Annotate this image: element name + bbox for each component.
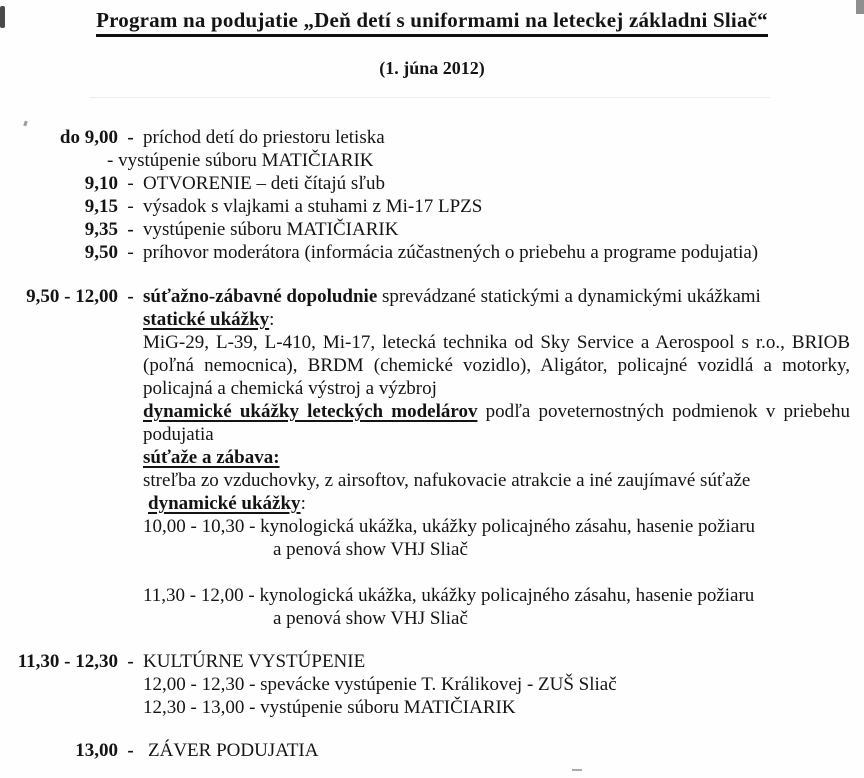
schedule-row bbox=[0, 172, 864, 195]
schedule-sub-item: - vystúpenie súboru MATIČIARIK bbox=[107, 150, 374, 171]
model-aircraft-line bbox=[143, 400, 850, 446]
dash-separator: - bbox=[127, 286, 134, 307]
closing-text: ZÁVER PODUJATIA bbox=[148, 740, 319, 761]
forenoon-lead bbox=[143, 285, 850, 308]
cultural-item: 12,00 - 12,30 - spevácke vystúpenie T. Králikovej - ZUŠ Sliač bbox=[143, 674, 617, 695]
schedule-block-forenoon bbox=[0, 285, 864, 630]
schedule-item-text: príhovor moderátora (informácia zúčastnených o priebehu a programe podujatia) bbox=[143, 242, 759, 263]
dash-separator: - bbox=[127, 651, 134, 672]
static-displays-colon: : bbox=[269, 309, 275, 330]
scan-artifact bbox=[572, 769, 582, 771]
model-aircraft-rest: podľa poveternostných podmienok v priebehu podujatia bbox=[143, 401, 850, 445]
schedule-block-closing bbox=[0, 739, 864, 762]
dash-separator: - bbox=[127, 740, 134, 761]
contests-text: streľba zo vzduchovky, z airsoftov, nafukovacie atrakcie a iné zaujímavé súťaže bbox=[143, 470, 751, 491]
event2-line1: 11,30 - 12,00 - kynologická ukážka, ukážky policajného zásahu, hasenie požiaru bbox=[143, 585, 755, 606]
time-label: 9,10 bbox=[84, 173, 118, 194]
schedule-item-text: OTVORENIE – deti čítajú sľub bbox=[143, 173, 386, 194]
schedule-row bbox=[0, 195, 864, 218]
forenoon-lead-rest: sprevádzané statickými a dynamickými ukážkami bbox=[377, 286, 761, 307]
schedule bbox=[0, 126, 864, 762]
time-label: 13,00 bbox=[75, 740, 118, 761]
schedule-row bbox=[0, 126, 864, 149]
time-label: 9,35 bbox=[84, 219, 118, 240]
time-label: 9,50 bbox=[84, 242, 118, 263]
event-date: (1. júna 2012) bbox=[379, 58, 485, 78]
schedule-block-cultural bbox=[0, 650, 864, 719]
document-title: Program na podujatie „Deň detí s uniformami na leteckej základni Sliač“ bbox=[96, 9, 768, 37]
time-label: do 9,00 bbox=[59, 127, 118, 148]
event1-line2: a penová show VHJ Sliač bbox=[273, 539, 468, 560]
time-label: 9,15 bbox=[84, 196, 118, 217]
static-displays-heading: statické ukážky bbox=[143, 309, 270, 330]
schedule-item-text: vystúpenie súboru MATIČIARIK bbox=[143, 219, 399, 240]
schedule-item-text: výsadok s vlajkami a stuhami z Mi-17 LPZS bbox=[143, 196, 483, 217]
scan-artifact bbox=[90, 97, 770, 98]
dash-separator: - bbox=[127, 196, 134, 217]
cultural-item: 12,30 - 13,00 - vystúpenie súboru MATIČIARIK bbox=[143, 697, 516, 718]
time-label: 9,50 - 12,00 bbox=[26, 286, 118, 307]
schedule-item-text: príchod detí do priestoru letiska bbox=[143, 127, 385, 148]
forenoon-content bbox=[143, 285, 864, 630]
dash-separator: - bbox=[127, 127, 134, 148]
contests-heading-line bbox=[143, 446, 850, 469]
dynamic-displays-heading: dynamické ukážky bbox=[148, 493, 301, 514]
model-aircraft-heading: dynamické ukážky leteckých modelárov bbox=[143, 401, 478, 422]
dash-separator: - bbox=[127, 173, 134, 194]
contests-heading: súťaže a zábava: bbox=[143, 447, 280, 468]
cultural-title: KULTÚRNE VYSTÚPENIE bbox=[143, 651, 366, 672]
schedule-row bbox=[0, 650, 864, 673]
dynamic-displays-heading-line bbox=[143, 492, 850, 515]
time-label: 11,30 - 12,30 bbox=[17, 651, 118, 672]
schedule-row bbox=[0, 241, 864, 264]
event1-line1: 10,00 - 10,30 - kynologická ukážka, ukážky policajného zásahu, hasenie požiaru bbox=[143, 516, 756, 537]
schedule-block-morning bbox=[0, 126, 864, 264]
dynamic-displays-colon: : bbox=[300, 493, 306, 514]
static-displays-heading-line bbox=[143, 308, 850, 331]
event2-line2: a penová show VHJ Sliač bbox=[273, 608, 468, 629]
static-displays-list: MiG-29, L-39, L-410, Mi-17, letecká technika od Sky Service a Aerospool s r.o., BRIOB (poľná nemocnica), BRDM (chemické vozidlo), Aligátor, policajné vozidlá a motorky, policajná a chemická výstroj a výzbroj bbox=[143, 332, 850, 399]
dash-separator: - bbox=[127, 242, 134, 263]
title-area bbox=[0, 0, 864, 37]
forenoon-lead-bold: súťažno-zábavné dopoludnie bbox=[143, 286, 378, 307]
schedule-row bbox=[0, 218, 864, 241]
dash-separator: - bbox=[127, 219, 134, 240]
